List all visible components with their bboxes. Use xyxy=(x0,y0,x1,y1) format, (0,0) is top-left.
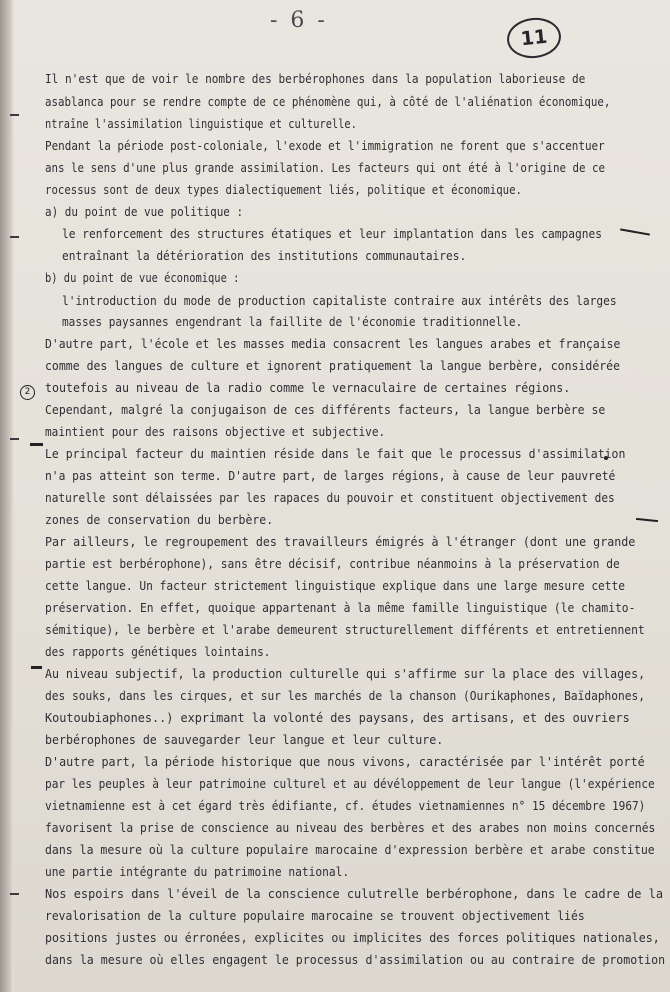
text-line: dans la mesure où elles engagent le processus d'assimilation ou au contraire de promotion xyxy=(45,953,666,967)
text-line: préservation. En effet, quoique appartenant à la même famille linguistique (le chamito- xyxy=(45,601,636,615)
text-line: asablanca pour se rendre compte de ce phénomène qui, à côté de l'aliénation économique, xyxy=(45,95,611,109)
text-line: D'autre part, l'école et les masses media consacrent les langues arabes et française xyxy=(45,337,621,351)
text-line: des rapports génétiques lointains. xyxy=(45,645,271,659)
text-line: a) du point de vue politique : xyxy=(45,205,244,219)
text-line: vietnamienne est à cet égard très édifiante, cf. études vietnamiennes n° 15 décembre 1967) xyxy=(45,799,646,813)
circled-annotation xyxy=(20,385,35,400)
text-line: Au niveau subjectif, la production culturelle qui s'affirme sur la place des villages, xyxy=(45,667,646,681)
text-line: maintient pour des raisons objective et subjective. xyxy=(45,425,386,439)
text-line: ans le sens d'une plus grande assimilation. Les facteurs qui ont été à l'origine de ce xyxy=(45,161,606,175)
text-line: Koutoubiaphones..) exprimant la volonté des paysans, des artisans, et des ouvriers xyxy=(45,711,630,725)
text-line: entraînant la détérioration des institutions communautaires. xyxy=(62,249,467,263)
circled-page-number xyxy=(505,15,563,60)
text-line: zones de conservation du berbère. xyxy=(45,513,274,527)
text-line: Nos espoirs dans l'éveil de la conscience culutrelle berbérophone, dans le cadre de la xyxy=(45,887,664,901)
margin-dash-mark xyxy=(636,518,658,522)
circled-number-text: 11 xyxy=(519,25,549,51)
text-line: favorisent la prise de conscience au niveau des berbères et des arabes non moins concernés xyxy=(45,821,656,835)
text-line: Le principal facteur du maintien réside dans le fait que le processus d'assimilation xyxy=(45,447,626,461)
text-line: le renforcement des structures étatiques et leur implantation dans les campagnes xyxy=(62,227,602,241)
text-line: n'a pas atteint son terme. D'autre part, de larges régions, à cause de leur pauvreté xyxy=(45,469,616,483)
text-line: naturelle sont délaissées par les rapaces du pouvoir et constituent objectivement des xyxy=(45,491,615,505)
margin-tick xyxy=(10,236,19,238)
text-line: sémitique), le berbère et l'arabe demeurent structurellement différents et entretiennent xyxy=(45,623,645,637)
text-line: des souks, dans les cirques, et sur les marchés de la chanson (Ourikaphones, Baïdaphones, xyxy=(45,689,646,703)
text-line: berbérophones de sauvegarder leur langue et leur culture. xyxy=(45,733,444,747)
text-line: toutefois au niveau de la radio comme le vernaculaire de certaines régions. xyxy=(45,381,571,395)
text-line: partie est berbérophone), sans être décisif, contribue néanmoins à la préservation de xyxy=(45,557,620,571)
margin-tick xyxy=(10,438,19,440)
text-line: dans la mesure où la culture populaire marocaine d'expression berbère et arabe constitue xyxy=(45,843,655,857)
text-line: cette langue. Un facteur strictement linguistique explique dans une large mesure cette xyxy=(45,579,626,593)
text-line: comme des langues de culture et ignorent pratiquement la langue berbère, considérée xyxy=(45,359,621,373)
text-line: l'introduction du mode de production capitaliste contraire aux intérêts des larges xyxy=(62,294,617,308)
dash-mark xyxy=(30,443,43,446)
dash-mark xyxy=(31,666,42,669)
circled-annotation-text: 2 xyxy=(24,387,31,397)
margin-tick xyxy=(10,893,19,895)
text-line: Pendant la période post-coloniale, l'exode et l'immigration ne forent que s'accentuer xyxy=(45,139,605,153)
text-line: revalorisation de la culture populaire marocaine se trouvent objectivement liés xyxy=(45,909,585,923)
text-line: rocessus sont de deux types dialectiquement liés, politique et économique. xyxy=(45,183,523,197)
text-line: Cependant, malgré la conjugaison de ces différents facteurs, la langue berbère se xyxy=(45,403,606,417)
page-number: - 6 - xyxy=(270,8,328,33)
binding-edge xyxy=(0,0,14,992)
text-line: Par ailleurs, le regroupement des travailleurs émigrés à l'étranger (dont une grande xyxy=(45,535,636,549)
text-line: positions justes ou érronées, explicites ou implicites des forces politiques nationales, xyxy=(45,931,660,945)
text-line: par les peuples à leur patrimoine culturel et au dévéloppement de leur langue (l'expérience xyxy=(45,777,655,791)
text-line: b) du point de vue économique : xyxy=(45,271,240,285)
text-line: ntraîne l'assimilation linguistique et culturelle. xyxy=(45,117,357,131)
margin-tick xyxy=(10,114,19,116)
text-line: Il n'est que de voir le nombre des berbérophones dans la population laborieuse de xyxy=(45,72,586,86)
text-line: D'autre part, la période historique que nous vivons, caractérisée par l'intérêt porté xyxy=(45,755,645,769)
text-line: une partie intégrante du patrimoine national. xyxy=(45,865,350,879)
margin-dash-mark xyxy=(620,228,650,235)
text-line: masses paysannes engendrant la faillite de l'économie traditionnelle. xyxy=(62,315,523,329)
